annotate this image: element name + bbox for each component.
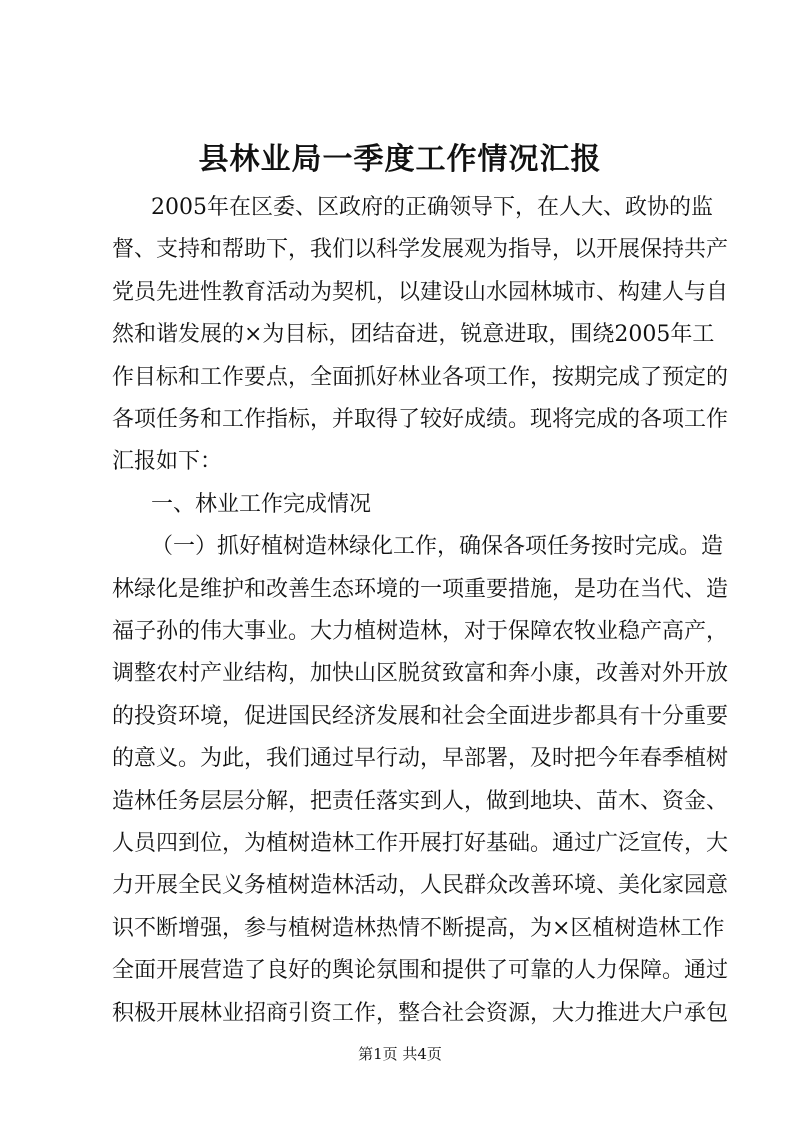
paragraph-line: 力开展全民义务植树造林活动，人民群众改善环境、美化家园意 <box>112 873 729 899</box>
paragraph-line: 各项任务和工作指标，并取得了较好成绩。现将完成的各项工作 <box>112 407 729 432</box>
paragraph-line: 福子孙的伟大事业。大力植树造林，对于保障农牧业稳产高产， <box>112 619 729 644</box>
section-heading: 一、林业工作完成情况 <box>151 491 372 517</box>
paragraph-line: 识不断增强，参与植树造林热情不断提高，为×区植树造林工作 <box>112 915 725 941</box>
paragraph-line: 党员先进性教育活动为契机，以建设山水园林城市、构建人与自 <box>112 279 729 305</box>
paragraph-line: 的意义。为此，我们通过早行动，早部署，及时把今年春季植树 <box>112 746 729 772</box>
page-footer: 第1页 共4页 <box>358 1045 442 1063</box>
paragraph-line: 2005年在区委、区政府的正确领导下，在人大、政协的监 <box>151 195 713 220</box>
paragraph-line: 调整农村产业结构，加快山区脱贫致富和奔小康，改善对外开放 <box>112 661 729 687</box>
paragraph-line: 作目标和工作要点，全面抓好林业各项工作，按期完成了预定的 <box>112 364 729 390</box>
paragraph-line: 积极开展林业招商引资工作，整合社会资源，大力推进大户承包 <box>112 1000 729 1026</box>
document-title: 县林业局一季度工作情况汇报 <box>198 142 602 177</box>
paragraph-line: 督、支持和帮助下，我们以科学发展观为指导，以开展保持共产 <box>112 237 729 263</box>
paragraph-line: 然和谐发展的×为目标，团结奋进，锐意进取，围绕2005年工 <box>112 322 715 348</box>
paragraph-line: 人员四到位，为植树造林工作开展打好基础。通过广泛宣传，大 <box>112 831 729 856</box>
paragraph-line: 林绿化是维护和改善生态环境的一项重要措施，是功在当代、造 <box>112 576 729 602</box>
paragraph-line: 造林任务层层分解，把责任落实到人，做到地块、苗木、资金、 <box>112 788 729 814</box>
paragraph-line: 全面开展营造了良好的舆论氛围和提供了可靠的人力保障。通过 <box>112 958 729 984</box>
paragraph-line: （一）抓好植树造林绿化工作，确保各项任务按时完成。造 <box>151 534 724 560</box>
paragraph-line: 汇报如下： <box>112 449 223 475</box>
paragraph-line: 的投资环境，促进国民经济发展和社会全面进步都具有十分重要 <box>112 703 729 729</box>
